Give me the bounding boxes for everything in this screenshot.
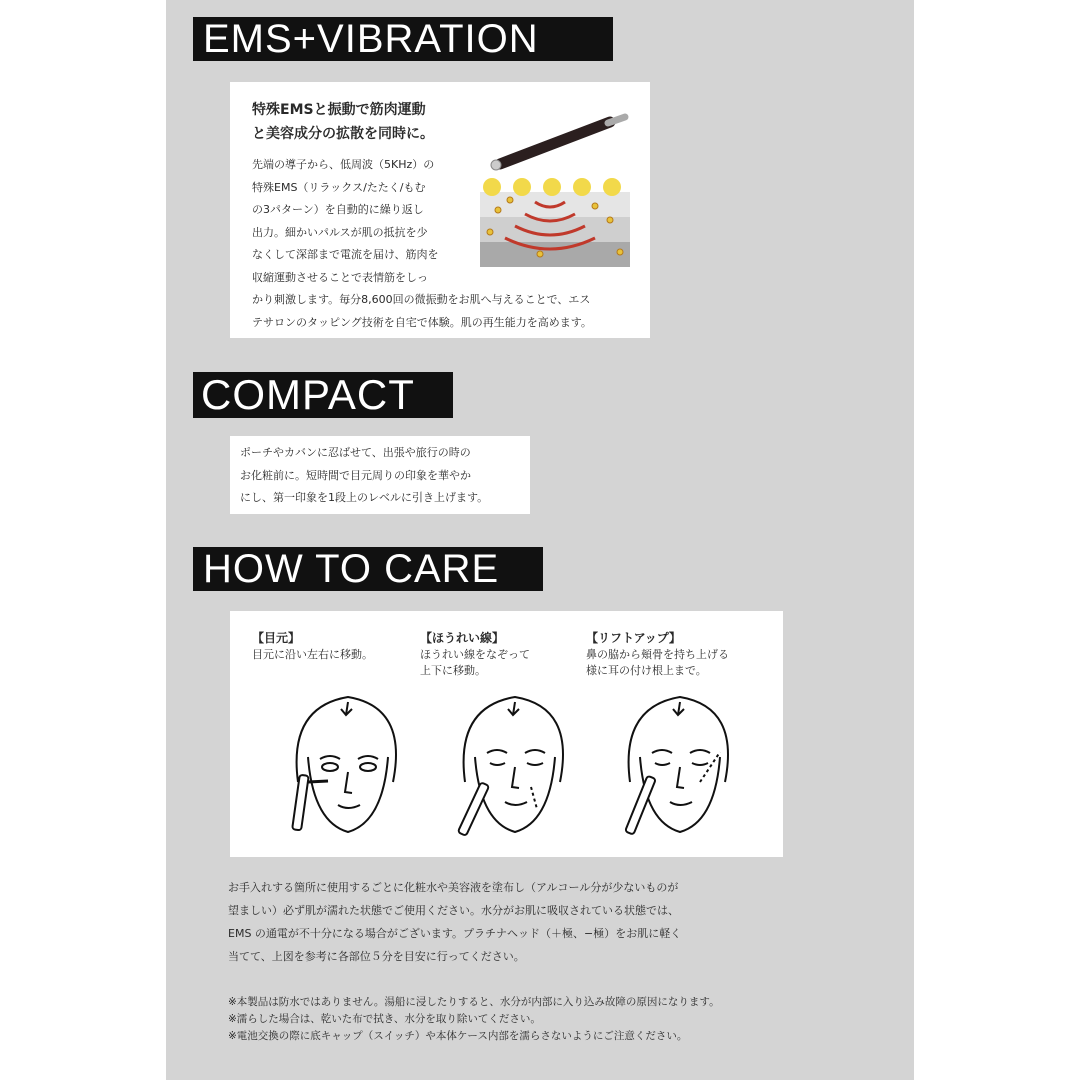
ems-body-wide: [252, 289, 642, 334]
instruction-line: EMS の通電が不十分になる場合がございます。プラチナヘッド（＋極、−極）をお肌に軽く: [228, 927, 682, 940]
heading-ems-vibration: EMS+VIBRATION: [193, 17, 613, 61]
ems-body-line: 先端の導子から、低周波（5KHz）の: [252, 158, 435, 171]
ems-body-line: テサロンのタッピング技術を自宅で体験。肌の再生能力を高めます。: [252, 315, 592, 329]
instruction-line: 望ましい）必ず肌が濡れた状態でご使用ください。水分がお肌に吸収されている状態では、: [228, 904, 679, 917]
compact-line: ポーチやカバンに忍ばせて、出張や旅行の時の: [240, 446, 471, 459]
face-lift-up-illustration: [600, 687, 750, 847]
ems-body-line: かり刺激します。毎分8,600回の微振動をお肌へ与えることで、エス: [252, 293, 591, 306]
care-card: [230, 611, 783, 857]
heading-compact: COMPACT: [193, 372, 453, 418]
step-title: 【ほうれい線】: [420, 631, 505, 645]
step-desc: 様に耳の付け根上まで。: [586, 664, 707, 677]
ems-card: [230, 82, 650, 338]
step-desc: 目元に沿い左右に移動。: [252, 648, 373, 661]
step-title: 【リフトアップ】: [586, 631, 681, 645]
ems-lead-line: と美容成分の拡散を同時に。: [252, 126, 434, 142]
ems-device-icon: [491, 117, 625, 170]
compact-body: [240, 442, 530, 510]
warnings: [228, 994, 848, 1045]
warning-line: ※本製品は防水ではありません。湯船に浸したりすると、水分が内部に入り込み故障の原因になります。: [228, 996, 720, 1008]
step-desc: 鼻の脇から頬骨を持ち上げる: [586, 648, 729, 661]
ems-body-line: 特殊EMS（リラックス/たたく/もむ: [252, 180, 426, 194]
heading-how-to-care: HOW TO CARE: [193, 547, 543, 591]
ems-body-line: の3パターン）を自動的に繰り返し: [252, 203, 424, 216]
compact-line: お化粧前に。短時間で目元周りの印象を華やか: [240, 468, 471, 482]
ems-body-line: なくして深部まで電流を届け、筋肉を: [252, 248, 439, 261]
ems-lead: [252, 98, 434, 146]
ems-body-line: 出力。細かいパルスが肌の抵抗を少: [252, 225, 428, 239]
warning-line: ※濡らした場合は、乾いた布で拭き、水分を取り除いてください。: [228, 1013, 541, 1025]
ems-body: [252, 154, 474, 289]
face-nasolabial-illustration: [435, 687, 585, 847]
face-eye-illustration: [268, 687, 418, 847]
device-pen-icon: [292, 775, 309, 831]
step-lift-up: [586, 629, 756, 679]
device-pen-icon: [458, 782, 489, 836]
warning-line: ※電池交換の際に底キャップ（スイッチ）や本体ケース内部を濡らさないようにご注意ください。: [228, 1030, 688, 1042]
instruction-line: お手入れする箇所に使用するごとに化粧水や美容液を塗布し（アルコール分が少ないものが: [228, 881, 679, 894]
compact-card: [230, 436, 530, 514]
instruction-line: 当てて、上図を参考に各部位５分を目安に行ってください。: [228, 950, 525, 963]
ems-skin-illustration: [480, 102, 640, 272]
compact-line: にし、第一印象を1段上のレベルに引き上げます。: [240, 491, 489, 504]
step-desc: ほうれい線をなぞって: [420, 648, 530, 661]
care-instructions: [228, 876, 788, 968]
ems-body-line: 収縮運動させることで表情筋をしっ: [252, 270, 428, 284]
step-title: 【目元】: [252, 631, 301, 645]
step-nasolabial: [420, 629, 590, 679]
ems-lead-line: 特殊EMSと振動で筋肉運動: [252, 102, 426, 118]
step-desc: 上下に移動。: [420, 664, 486, 677]
step-eye: [252, 629, 422, 663]
